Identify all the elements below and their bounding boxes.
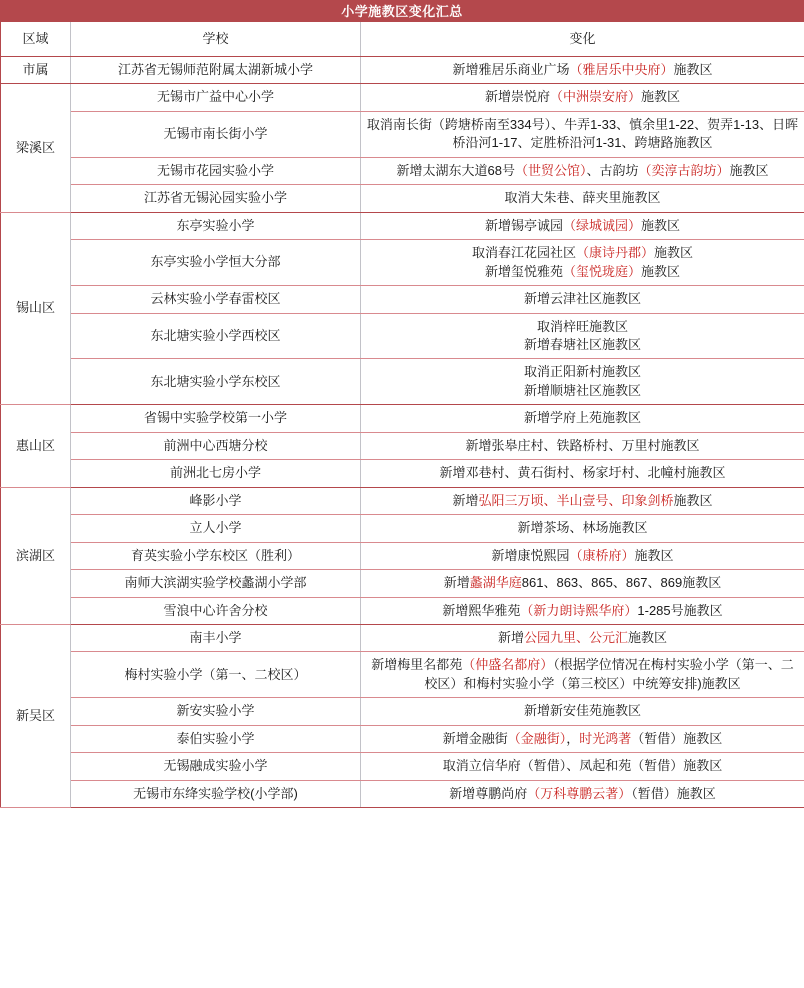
change-description-cell	[361, 84, 804, 111]
change-description-cell	[361, 405, 804, 432]
school-name-cell: 东亭实验小学	[71, 212, 361, 239]
table-row	[1, 597, 804, 624]
school-name-cell: 东北塘实验小学东校区	[71, 359, 361, 405]
table-row	[1, 460, 804, 487]
school-name-cell: 东北塘实验小学西校区	[71, 313, 361, 359]
school-name-cell: 无锡市广益中心小学	[71, 84, 361, 111]
changes-table	[0, 22, 804, 808]
plain-text: 新增锡亭诚园	[484, 217, 563, 233]
change-description-cell	[361, 432, 804, 459]
change-description-cell	[361, 487, 804, 514]
plain-text: 新增	[452, 492, 479, 508]
table-row	[1, 542, 804, 569]
plain-text: 新增张皋庄村、铁路桥村、万里村施教区	[465, 437, 700, 453]
highlighted-text: 弘阳三万顷、半山壹号、印象剑桥	[478, 492, 674, 508]
plain-text: 施教区	[641, 217, 681, 233]
table-row	[1, 725, 804, 752]
change-description-cell	[361, 57, 804, 84]
region-name-cell: 锡山区	[1, 212, 71, 405]
change-description-cell	[361, 212, 804, 239]
highlighted-text: （金融街）	[507, 730, 567, 746]
highlighted-text: （雅居乐中央府）	[569, 62, 674, 77]
school-name-cell: 南丰小学	[71, 624, 361, 651]
change-description-cell	[361, 624, 804, 651]
change-description-cell	[361, 597, 804, 624]
table-row	[1, 313, 804, 359]
plain-text: 新增	[497, 629, 524, 645]
school-name-cell: 前洲中心西塘分校	[71, 432, 361, 459]
plain-text: 新增春塘社区施教区	[523, 336, 641, 352]
table-row	[1, 359, 804, 405]
table-row	[1, 624, 804, 651]
table-row	[1, 515, 804, 542]
plain-text: ，	[566, 730, 580, 746]
change-description-cell	[361, 313, 804, 359]
plain-text: 新增梅里名都苑	[371, 657, 463, 673]
plain-text: 施教区	[628, 629, 668, 645]
table-row	[1, 570, 804, 597]
school-name-cell: 省锡中实验学校第一小学	[71, 405, 361, 432]
plain-text: 取消梓旺施教区	[536, 318, 628, 334]
plain-text: 861、863、865、867、869施教区	[521, 575, 722, 591]
region-name-cell: 市属	[1, 57, 71, 84]
school-name-cell: 梅村实验小学（第一、二校区）	[71, 652, 361, 698]
plain-text: 新增康悦熙园	[491, 547, 570, 563]
region-name-cell: 梁溪区	[1, 84, 71, 212]
table-row	[1, 286, 804, 313]
change-description-cell	[361, 157, 804, 184]
plain-text: 取消正阳新村施教区	[523, 364, 641, 380]
change-description-cell	[361, 240, 804, 286]
school-name-cell: 育英实验小学东校区（胜利）	[71, 542, 361, 569]
school-name-cell: 云林实验小学春雷校区	[71, 286, 361, 313]
school-name-cell: 无锡市东绛实验学校(小学部)	[71, 780, 361, 807]
school-name-cell: 雪浪中心许舍分校	[71, 597, 361, 624]
plain-text: 1-285号施教区	[637, 602, 723, 618]
plain-text: 新增云津社区施教区	[523, 291, 641, 307]
table-row	[1, 84, 804, 111]
highlighted-text: （新力朗诗熙华府）	[520, 602, 638, 618]
plain-text: 新增邓巷村、黄石街村、杨家圩村、北幢村施教区	[439, 465, 726, 481]
table-body	[1, 22, 804, 808]
table-row	[1, 487, 804, 514]
change-description-cell	[361, 753, 804, 780]
highlighted-text: 蠡湖华庭	[469, 575, 522, 591]
plain-text: 施教区	[641, 89, 681, 105]
highlighted-text: （奕淳古韵坊）	[638, 162, 730, 178]
highlighted-text: （世贸公馆）	[514, 162, 587, 178]
school-name-cell: 无锡市花园实验小学	[71, 157, 361, 184]
change-description-cell	[361, 515, 804, 542]
change-description-cell	[361, 698, 804, 725]
plain-text: 新增茶场、林场施教区	[517, 520, 648, 536]
plain-text: 新增玺悦雅苑	[484, 263, 563, 279]
plain-text: 新增太湖东大道68号	[396, 162, 515, 178]
change-description-cell	[361, 780, 804, 807]
highlighted-text: （康诗丹郡）	[575, 245, 654, 261]
highlighted-text: （绿城诚园）	[562, 217, 641, 233]
plain-text: 新增雅居乐商业广场	[452, 62, 570, 77]
highlighted-text: （中洲崇安府）	[549, 89, 641, 105]
change-description-cell	[361, 185, 804, 212]
table-row	[1, 185, 804, 212]
plain-text: 新增熙华雅苑	[442, 602, 521, 618]
plain-text: （根据学位情况在梅村实验小学（第一、二校区）和梅村实验小学（第三校区）中统筹安排)施教区	[424, 657, 794, 691]
table-row	[1, 432, 804, 459]
highlighted-text: （万科尊鹏云著）	[527, 785, 632, 801]
highlighted-text: 公园九里、公元汇	[523, 629, 628, 645]
plain-text: 新增金融街	[442, 730, 508, 746]
region-name-cell: 滨湖区	[1, 487, 71, 624]
column-header-1: 区域	[1, 22, 71, 57]
highlighted-text: 时光鸿著	[579, 730, 632, 746]
school-name-cell: 无锡融成实验小学	[71, 753, 361, 780]
table-row	[1, 111, 804, 157]
region-name-cell: 惠山区	[1, 405, 71, 487]
table-row	[1, 212, 804, 239]
school-name-cell: 新安实验小学	[71, 698, 361, 725]
plain-text: 施教区	[673, 62, 713, 77]
change-description-cell	[361, 542, 804, 569]
table-row	[1, 405, 804, 432]
plain-text: 取消南长街（跨塘桥南至334号）、牛弄1-33、慎余里1-22、贺弄1-13、日晖桥沿河1-17、定胜桥沿河1-31、跨塘路施教区	[366, 116, 799, 151]
plain-text: 施教区	[673, 492, 713, 508]
plain-text: 新增崇悦府	[484, 89, 550, 105]
change-description-cell	[361, 460, 804, 487]
plain-text: 取消大朱巷、薛夹里施教区	[504, 190, 661, 206]
school-name-cell: 峰影小学	[71, 487, 361, 514]
column-header-3: 变化	[361, 22, 804, 57]
school-name-cell: 东亭实验小学恒大分部	[71, 240, 361, 286]
change-description-cell	[361, 570, 804, 597]
table-row	[1, 57, 804, 84]
plain-text: （暂借）施教区	[631, 785, 716, 801]
table-row	[1, 652, 804, 698]
column-header-2: 学校	[71, 22, 361, 57]
change-description-cell	[361, 359, 804, 405]
table-row	[1, 780, 804, 807]
table-row	[1, 240, 804, 286]
plain-text: 取消立信华府（暂借）、凤起和苑（暂借）施教区	[442, 758, 723, 774]
plain-text: 新增	[443, 575, 470, 591]
school-name-cell: 立人小学	[71, 515, 361, 542]
plain-text: 施教区	[641, 263, 681, 279]
table-row	[1, 698, 804, 725]
plain-text: 新增尊鹏尚府	[449, 785, 528, 801]
school-name-cell: 泰伯实验小学	[71, 725, 361, 752]
highlighted-text: （康桥府）	[569, 547, 635, 563]
page-title: 小学施教区变化汇总	[0, 0, 804, 22]
table-row	[1, 157, 804, 184]
highlighted-text: （仲盛名都府）	[462, 657, 554, 673]
change-description-cell	[361, 111, 804, 157]
school-name-cell: 前洲北七房小学	[71, 460, 361, 487]
plain-text: （暂借）施教区	[631, 730, 723, 746]
highlighted-text: （玺悦珑庭）	[562, 263, 641, 279]
school-name-cell: 无锡市南长街小学	[71, 111, 361, 157]
plain-text: 新增学府上苑施教区	[523, 410, 641, 426]
plain-text: 施教区	[634, 547, 674, 563]
table-header-row	[1, 22, 804, 57]
plain-text: 施教区	[729, 162, 769, 178]
plain-text: 新增顺塘社区施教区	[523, 382, 641, 398]
plain-text: 施教区	[654, 245, 694, 261]
change-description-cell	[361, 652, 804, 698]
plain-text: 新增新安佳苑施教区	[523, 703, 641, 719]
region-name-cell: 新吴区	[1, 624, 71, 807]
plain-text: 取消春江花园社区	[471, 245, 576, 261]
table-row	[1, 753, 804, 780]
change-description-cell	[361, 725, 804, 752]
school-name-cell: 江苏省无锡师范附属太湖新城小学	[71, 57, 361, 84]
school-name-cell: 江苏省无锡沁园实验小学	[71, 185, 361, 212]
school-name-cell: 南师大滨湖实验学校蠡湖小学部	[71, 570, 361, 597]
change-description-cell	[361, 286, 804, 313]
plain-text: 、古韵坊	[586, 162, 639, 178]
